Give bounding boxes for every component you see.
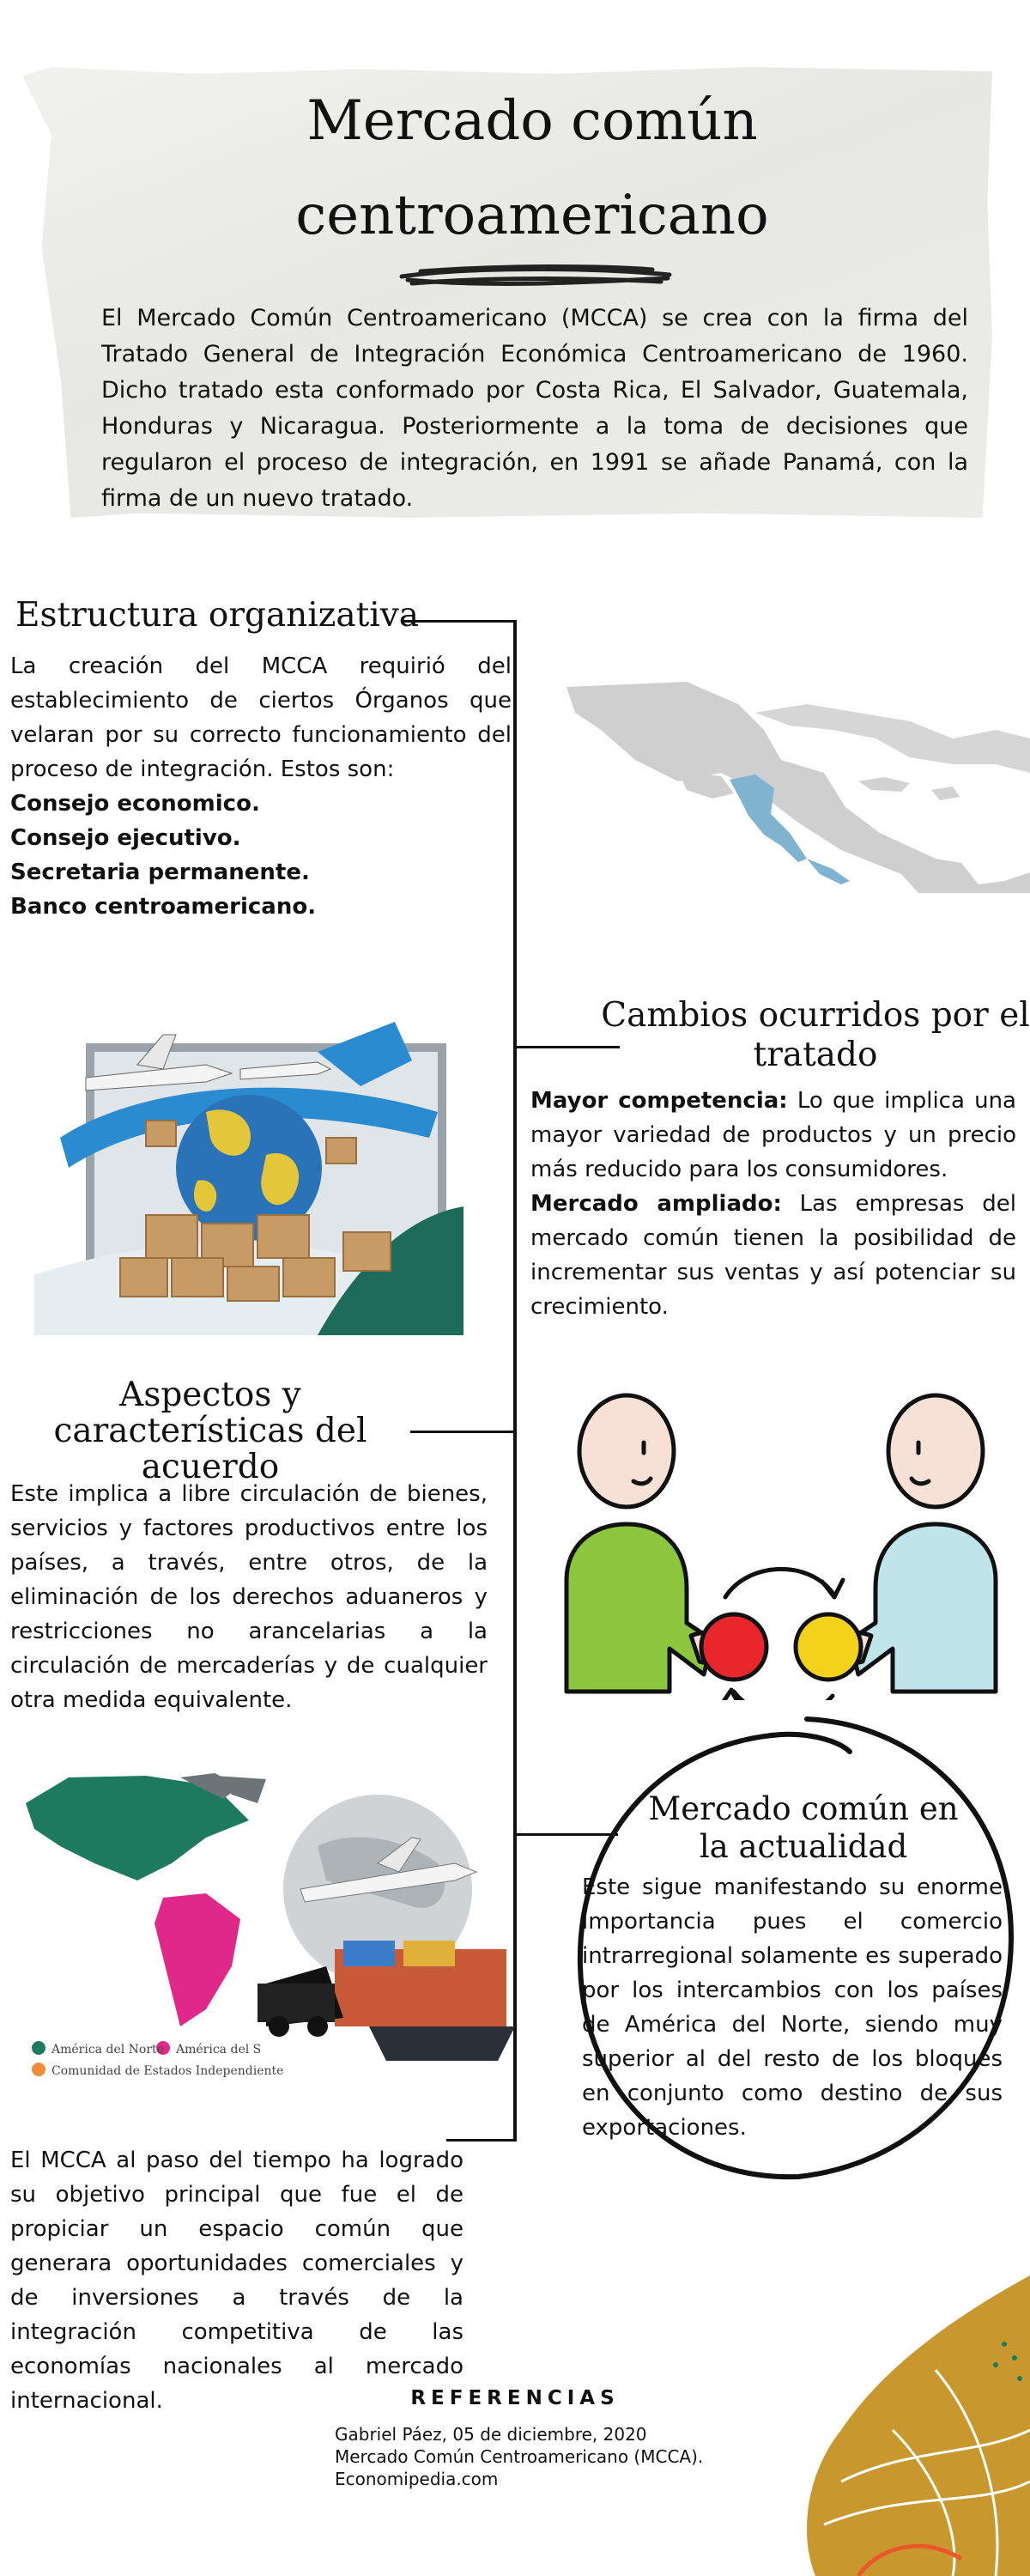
organ-item: Consejo economico. xyxy=(10,791,260,817)
section-title-estructura: Estructura organizativa xyxy=(15,596,419,635)
cambios-item-2-text: Las empresas del mercado común tienen la posibilidad de incrementar sus ventas y así potenciar su crecimiento. xyxy=(530,1191,1016,1320)
decorative-corner-blob xyxy=(790,2275,1030,2576)
intro-paragraph: El Mercado Común Centroamericano (MCCA) se crea con la firma del Tratado General de Integración Económica Centroamericano de 1960. Dicho tratado esta conformado por Costa Rica, El Salvador, Guatemala, Honduras y Nicaragua. Posteriormente a la toma de decisiones que regularon el proceso de integración, en 1991 se añade Panamá, con la firma de un nuevo tratado. xyxy=(101,305,968,512)
trade-globe-illustration xyxy=(34,1018,464,1335)
estructura-paragraph: La creación del MCCA requirió del establecimiento de ciertos Órganos que velaran por su correcto funcionamiento del proceso de integración. Estos son: xyxy=(10,653,512,782)
section-body-estructura xyxy=(10,649,512,924)
cambios-item-1-label: Mayor competencia: xyxy=(530,1088,788,1114)
section-body-actualidad: Este sigue manifestando su enorme importancia pues el comercio intrarregional solamente es superado por los intercambios con los países de América del Norte, siendo muy superior al del resto de los bloques en conjunto como destino de sus exportaciones. xyxy=(582,1874,1003,2141)
organ-item: Secretaria permanente. xyxy=(10,860,310,885)
cambios-item-2 xyxy=(530,1187,1016,1324)
exchange-people-illustration xyxy=(541,1391,1021,1700)
page-title xyxy=(172,74,893,263)
section-title-actualidad: Mercado común en la actualidad xyxy=(648,1790,959,1865)
title-line-1: Mercado común xyxy=(306,89,758,153)
section-body-cambios xyxy=(530,1084,1016,1324)
reference-line: Mercado Común Centroamericano (MCCA). xyxy=(335,2446,704,2467)
references-block xyxy=(335,2423,781,2490)
section-title-aspectos: Aspectos y características del acuerdo xyxy=(53,1376,367,1486)
legend-cei: Comunidad de Estados Independiente xyxy=(52,2064,284,2078)
organ-item: Banco centroamericano. xyxy=(10,894,317,920)
world-trade-illustration xyxy=(9,1769,515,2078)
organ-item: Consejo ejecutivo. xyxy=(10,825,241,851)
timeline-connector-1 xyxy=(403,620,517,623)
cambios-item-2-label: Mercado ampliado: xyxy=(530,1191,782,1217)
central-america-map-image xyxy=(549,678,1030,893)
legend-north-america: América del Norte xyxy=(52,2043,164,2057)
references-heading: REFERENCIAS xyxy=(410,2387,620,2409)
section-body-aspectos: Este implica a libre circulación de bienes, servicios y factores productivos entre los países, a través, entre otros, de la eliminación de los derechos aduaneros y restricciones no arancelarias a la circulación de mercaderías y de cualquier otra medida equivalente. xyxy=(10,1481,488,1713)
reference-line: Gabriel Páez, 05 de diciembre, 2020 xyxy=(335,2424,647,2445)
legend-south-america: América del S xyxy=(176,2043,262,2057)
title-line-2: centroamericano xyxy=(295,184,769,247)
scribble-divider xyxy=(395,258,678,301)
timeline-connector-3 xyxy=(410,1431,515,1433)
timeline-connector-5 xyxy=(446,2139,517,2142)
closing-paragraph: El MCCA al paso del tiempo ha logrado su objetivo principal que fue el de propiciar un espacio común que generara oportunidades comerciales y de inversiones a través de la integración competitiva de las economías nacionales al mercado internacional. xyxy=(10,2148,464,2414)
cambios-item-1-text: Lo que implica una mayor variedad de productos y un precio más reducido para los consumidores. xyxy=(530,1088,1016,1182)
reference-line: Economipedia.com xyxy=(335,2469,499,2489)
cambios-item-1 xyxy=(530,1084,1016,1187)
section-title-cambios: Cambios ocurridos por el tratado xyxy=(601,996,1030,1074)
